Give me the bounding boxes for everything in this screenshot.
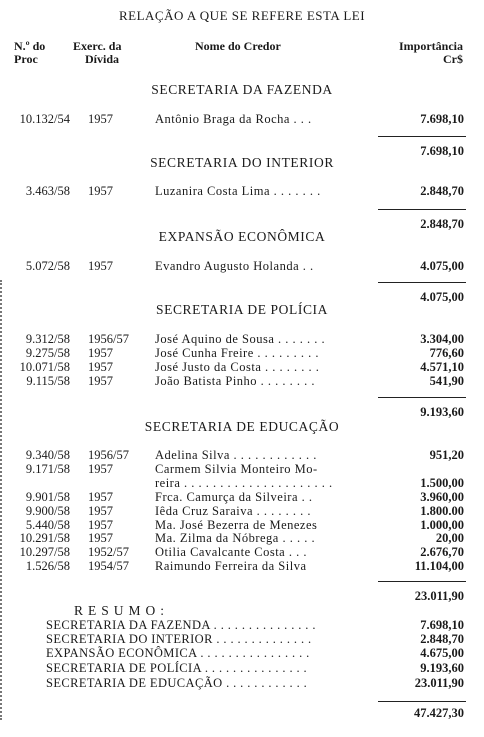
row-valor: 4.075,00 bbox=[420, 259, 464, 273]
row-exerc: 1954/57 bbox=[88, 559, 129, 574]
row-proc: 9.900/58 bbox=[25, 503, 70, 518]
resumo-label: SECRETARIA DA FAZENDA . . . . . . . . . . . . . . . bbox=[46, 618, 316, 632]
row-credor: José Aquino de Sousa . . . . . . . bbox=[155, 332, 326, 346]
resumo-label: SECRETARIA DO INTERIOR . . . . . . . . . . . . . . bbox=[46, 632, 312, 646]
row-proc: 1.526/58 bbox=[25, 559, 70, 574]
section-title: SECRETARIA DA FAZENDA bbox=[151, 82, 333, 97]
row-proc: 5.072/58 bbox=[25, 259, 70, 273]
scan-edge-marks bbox=[0, 280, 5, 720]
row-exerc: 1957 bbox=[88, 503, 113, 518]
resumo-total: 47.427,30 bbox=[414, 706, 464, 720]
section-title: SECRETARIA DE EDUCAÇÃO bbox=[144, 419, 340, 434]
row-valor: 3.304,00 bbox=[420, 332, 464, 346]
row-proc: 10.071/58 bbox=[19, 359, 70, 374]
row-credor: Adelina Silva . . . . . . . . . . . . bbox=[155, 448, 317, 462]
row-credor: Ma. Zilma da Nóbrega . . . . . bbox=[155, 531, 316, 546]
row-proc: 9.312/58 bbox=[25, 332, 70, 346]
row-valor: 20,00 bbox=[435, 531, 464, 546]
row-credor: José Justo da Costa . . . . . . . . bbox=[155, 359, 320, 374]
row-proc: 9.275/58 bbox=[25, 345, 70, 360]
row-exerc: 1957 bbox=[88, 184, 113, 198]
resumo-label: EXPANSÃO ECONÔMICA . . . . . . . . . . . . . . . . bbox=[46, 646, 310, 660]
section-subtotal: 23.011,90 bbox=[414, 589, 464, 603]
row-valor: 1.500,00 bbox=[420, 475, 464, 490]
total-rule bbox=[378, 701, 466, 702]
section-title: EXPANSÃO ECONÔMICA bbox=[158, 229, 326, 244]
row-proc: 10.291/58 bbox=[19, 531, 70, 546]
row-valor: 951,20 bbox=[429, 448, 464, 462]
row-exerc: 1957 bbox=[88, 531, 113, 546]
resumo-valor: 23.011,90 bbox=[414, 676, 464, 690]
row-exerc: 1957 bbox=[88, 359, 113, 374]
subtotal-rule bbox=[378, 209, 466, 210]
row-exerc: 1957 bbox=[88, 517, 113, 532]
resumo-valor: 4.675,00 bbox=[420, 646, 464, 660]
row-proc: 3.463/58 bbox=[25, 184, 70, 198]
row-valor: 2.676,70 bbox=[420, 545, 464, 560]
row-proc: 10.132/54 bbox=[19, 112, 70, 126]
row-proc: 10.297/58 bbox=[19, 545, 70, 560]
row-valor: 2.848,70 bbox=[420, 184, 464, 198]
row-exerc: 1957 bbox=[88, 259, 113, 273]
header-credor: Nome do Credor bbox=[195, 39, 281, 53]
row-proc: 9.115/58 bbox=[26, 373, 70, 388]
section-subtotal: 9.193,60 bbox=[420, 405, 464, 419]
header-importancia: Importância Cr$ bbox=[399, 39, 463, 66]
row-credor: João Batista Pinho . . . . . . . . bbox=[155, 373, 316, 388]
resumo-valor: 7.698,10 bbox=[420, 618, 464, 632]
document-title: RELAÇÃO A QUE SE REFERE ESTA LEI bbox=[118, 8, 366, 23]
row-credor: Carmem Silvia Monteiro Mo- bbox=[155, 461, 318, 476]
resumo-title: RESUMO: bbox=[74, 603, 170, 618]
header-exerc: Exerc. da Dívida bbox=[73, 39, 122, 66]
row-credor: Antônio Braga da Rocha . . . bbox=[155, 112, 312, 126]
row-credor: Frca. Camurça da Silveira . . bbox=[155, 489, 313, 504]
row-exerc: 1956/57 bbox=[88, 332, 129, 346]
resumo-valor: 2.848,70 bbox=[420, 632, 464, 646]
section-title: SECRETARIA DE POLÍCIA bbox=[155, 302, 329, 317]
row-proc: 9.340/58 bbox=[25, 448, 70, 462]
row-proc: 9.171/58 bbox=[25, 461, 70, 476]
row-credor: Raimundo Ferreira da Silva bbox=[155, 559, 307, 574]
subtotal-rule bbox=[378, 581, 466, 582]
row-exerc: 1957 bbox=[88, 345, 113, 360]
row-valor: 776,60 bbox=[429, 345, 464, 360]
row-exerc: 1957 bbox=[88, 373, 113, 388]
row-proc: 9.901/58 bbox=[25, 489, 70, 504]
row-credor: José Cunha Freire . . . . . . . . . bbox=[155, 345, 320, 360]
row-exerc: 1956/57 bbox=[88, 448, 129, 462]
subtotal-rule bbox=[378, 282, 466, 283]
row-credor: Evandro Augusto Holanda . . bbox=[155, 259, 314, 273]
section-subtotal: 4.075,00 bbox=[420, 290, 464, 304]
row-exerc: 1957 bbox=[88, 489, 113, 504]
resumo-label: SECRETARIA DE EDUCAÇÃO . . . . . . . . . . . . bbox=[46, 676, 308, 690]
row-credor: reira . . . . . . . . . . . . . . . . . . . . . bbox=[155, 475, 333, 490]
row-valor: 11.104,00 bbox=[414, 559, 464, 574]
header-proc: N.º do Proc bbox=[14, 39, 46, 66]
row-valor: 1.800.00 bbox=[420, 503, 464, 518]
resumo-valor: 9.193,60 bbox=[420, 661, 464, 675]
section-subtotal: 2.848,70 bbox=[420, 217, 464, 231]
row-credor: Luzanira Costa Lima . . . . . . . bbox=[155, 184, 321, 198]
row-valor: 7.698,10 bbox=[420, 112, 464, 126]
resumo-label: SECRETARIA DE POLÍCIA . . . . . . . . . . . . . . . bbox=[46, 661, 308, 675]
row-exerc: 1952/57 bbox=[88, 545, 129, 560]
row-proc: 5.440/58 bbox=[25, 517, 70, 532]
row-exerc: 1957 bbox=[88, 112, 113, 126]
subtotal-rule bbox=[378, 136, 466, 137]
row-valor: 1.000,00 bbox=[420, 517, 464, 532]
section-subtotal: 7.698,10 bbox=[420, 144, 464, 158]
row-valor: 4.571,10 bbox=[420, 359, 464, 374]
row-valor: 541,90 bbox=[429, 373, 464, 388]
row-valor: 3.960,00 bbox=[420, 489, 464, 504]
row-exerc: 1957 bbox=[88, 461, 113, 476]
row-credor: Otilia Cavalcante Costa . . . bbox=[155, 545, 307, 560]
row-credor: Iêda Cruz Saraiva . . . . . . . . bbox=[155, 503, 312, 518]
section-title: SECRETARIA DO INTERIOR bbox=[150, 155, 334, 170]
row-credor: Ma. José Bezerra de Menezes bbox=[155, 517, 318, 532]
subtotal-rule bbox=[378, 397, 466, 398]
